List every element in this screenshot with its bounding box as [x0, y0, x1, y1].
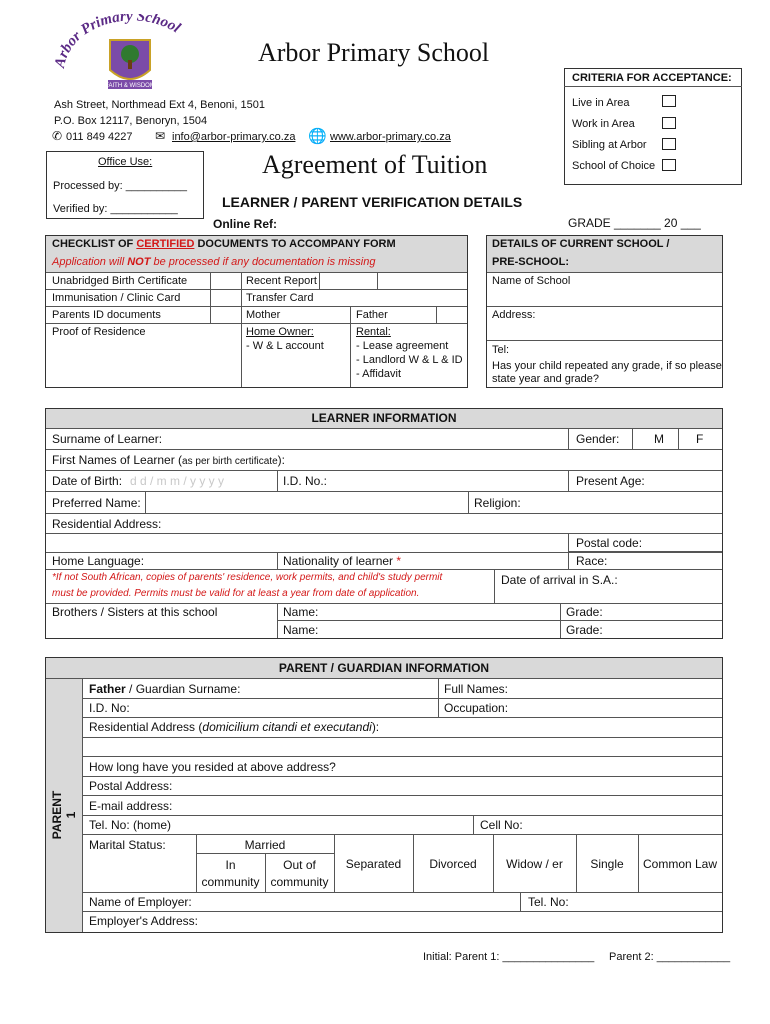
residential-address-field[interactable]: Residential Address:: [52, 517, 162, 531]
logo-arc-text: Arbor Primary School: [52, 14, 184, 70]
grade-line: GRADE _______ 20 ___: [568, 216, 701, 230]
married-label: Married: [244, 838, 286, 852]
race-field[interactable]: Race:: [576, 554, 608, 568]
phone-number: 011 849 4227: [66, 131, 133, 143]
office-use-title: Office Use:: [98, 156, 153, 168]
current-school-title-2: PRE-SCHOOL:: [492, 256, 569, 268]
repeated-grade-1: Has your child repeated any grade, if so please: [492, 360, 722, 372]
online-ref-label: Online Ref:: [213, 217, 278, 231]
learner-title: LEARNER INFORMATION: [311, 411, 457, 425]
processed-by: Processed by: __________: [53, 180, 187, 192]
widow-option[interactable]: Widow / er: [506, 857, 563, 871]
school-tel-field[interactable]: Tel:: [492, 344, 510, 356]
common-law-option[interactable]: Common Law: [642, 857, 718, 871]
dob-label: Date of Birth:: [52, 474, 123, 488]
rental-item-landlord: - Landlord W & L & ID: [356, 354, 463, 366]
school-name-field[interactable]: Name of School: [492, 275, 571, 287]
email-icon: ✉: [155, 129, 166, 143]
divorced-option[interactable]: Divorced: [429, 857, 477, 871]
preferred-name-label: Preferred Name:: [52, 496, 141, 510]
sibling-name-1[interactable]: Name:: [283, 605, 319, 619]
checklist-warning: Application will NOT be processed if any documentation is missing: [52, 256, 376, 268]
initial-parent-1[interactable]: Initial: Parent 1: _______________: [423, 951, 595, 963]
arrival-date-field[interactable]: Date of arrival in S.A.:: [501, 573, 618, 587]
full-names-field[interactable]: Full Names:: [444, 682, 509, 696]
globe-icon: 🌐: [308, 128, 327, 145]
criteria-work-checkbox[interactable]: [662, 117, 676, 129]
home-tel-field[interactable]: Tel. No: (home): [89, 818, 172, 832]
repeated-grade-2: state year and grade?: [492, 373, 600, 385]
dob-input[interactable]: d d / m m / y y y y: [130, 474, 225, 488]
employer-address-field[interactable]: Employer's Address:: [89, 914, 199, 928]
school-logo: [50, 14, 210, 94]
website-link[interactable]: www.arbor-primary.co.za: [330, 131, 451, 143]
immunisation-card: Immunisation / Clinic Card: [52, 292, 181, 304]
address-line-1: Ash Street, Northmead Ext 4, Benoni, 1501: [54, 99, 265, 111]
out-of-community-option[interactable]: Out of community: [270, 858, 329, 889]
parent-id-field[interactable]: I.D. No:: [89, 701, 130, 715]
father-id: Father: [356, 309, 388, 321]
address-line-2: P.O. Box 12117, Benoryn, 1504: [54, 115, 208, 127]
cell-number-field[interactable]: Cell No:: [480, 818, 523, 832]
proof-of-residence: Proof of Residence: [52, 326, 146, 338]
logo-motto: FAITH & WISDOM: [105, 83, 155, 89]
checklist-title: CHECKLIST OF CERTIFIED DOCUMENTS TO ACCOMPANY FORM: [52, 238, 396, 250]
parent-1-side-label: PARENT 1: [50, 790, 78, 840]
document-title: Agreement of Tuition: [262, 150, 488, 179]
sibling-name-2[interactable]: Name:: [283, 623, 319, 637]
current-school-title-1: DETAILS OF CURRENT SCHOOL /: [492, 238, 670, 250]
nationality-note-2: must be provided. Permits must be valid for at least a year from date of application.: [52, 588, 420, 599]
marital-status-label: Marital Status:: [89, 838, 166, 852]
home-owner-item: - W & L account: [246, 340, 324, 352]
postal-code-field[interactable]: Postal code:: [576, 536, 643, 550]
criteria-title: CRITERIA FOR ACCEPTANCE:: [572, 72, 732, 84]
nationality-note-1: *If not South African, copies of parents' residence, work permits, and child's study permit: [52, 572, 443, 583]
postal-address-field[interactable]: Postal Address:: [89, 779, 173, 793]
rental-label: Rental:: [356, 326, 391, 338]
phone-icon: ✆: [52, 129, 63, 143]
criteria-work-label: Work in Area: [572, 118, 635, 130]
criteria-live-label: Live in Area: [572, 97, 630, 109]
father-surname-field[interactable]: Father / Guardian Surname:: [89, 682, 241, 696]
present-age-field[interactable]: Present Age:: [576, 474, 645, 488]
employer-name-field[interactable]: Name of Employer:: [89, 895, 192, 909]
parents-id-docs: Parents ID documents: [52, 309, 161, 321]
mother-id: Mother: [246, 309, 281, 321]
criteria-sibling-label: Sibling at Arbor: [572, 139, 647, 151]
email-link[interactable]: info@arbor-primary.co.za: [172, 131, 296, 143]
gender-male-option[interactable]: M: [654, 432, 664, 446]
initial-parent-2[interactable]: Parent 2: ____________: [609, 951, 731, 963]
employer-tel-field[interactable]: Tel. No:: [528, 895, 569, 909]
verification-title: LEARNER / PARENT VERIFICATION DETAILS: [222, 194, 523, 210]
transfer-card: Transfer Card: [246, 292, 314, 304]
siblings-label: Brothers / Sisters at this school: [52, 605, 218, 619]
rental-item-affidavit: - Affidavit: [356, 368, 402, 380]
home-owner-label: Home Owner:: [246, 326, 314, 338]
home-language-field[interactable]: Home Language:: [52, 554, 145, 568]
sibling-grade-1[interactable]: Grade:: [566, 605, 603, 619]
gender-label: Gender:: [576, 432, 620, 446]
verified-by: Verified by: ___________: [53, 203, 178, 215]
school-name: Arbor Primary School: [258, 38, 490, 67]
how-long-resided-field[interactable]: How long have you resided at above address?: [89, 760, 336, 774]
id-number-field[interactable]: I.D. No.:: [283, 474, 328, 488]
single-option[interactable]: Single: [590, 857, 624, 871]
occupation-field[interactable]: Occupation:: [444, 701, 509, 715]
rental-item-lease: - Lease agreement: [356, 340, 449, 352]
recent-report: Recent Report: [246, 275, 317, 287]
criteria-sibling-checkbox[interactable]: [662, 138, 676, 150]
surname-field[interactable]: Surname of Learner:: [52, 432, 163, 446]
religion-field[interactable]: Religion:: [474, 496, 521, 510]
email-address-field[interactable]: E-mail address:: [89, 799, 173, 813]
criteria-choice-checkbox[interactable]: [662, 159, 676, 171]
school-address-field[interactable]: Address:: [492, 309, 536, 321]
parent-title: PARENT / GUARDIAN INFORMATION: [278, 661, 490, 675]
criteria-live-checkbox[interactable]: [662, 95, 676, 107]
separated-option[interactable]: Separated: [345, 857, 402, 871]
sibling-grade-2[interactable]: Grade:: [566, 623, 603, 637]
birth-certificate: Unabridged Birth Certificate: [52, 275, 188, 287]
gender-female-option[interactable]: F: [696, 432, 704, 446]
in-community-option[interactable]: In community: [201, 858, 260, 889]
first-names-field[interactable]: First Names of Learner (as per birth certificate):: [52, 453, 285, 467]
nationality-field[interactable]: Nationality of learner *: [283, 554, 402, 568]
parent-residential-address-field[interactable]: Residential Address (domicilium citandi et executandi):: [89, 720, 380, 734]
criteria-choice-label: School of Choice: [572, 160, 656, 172]
